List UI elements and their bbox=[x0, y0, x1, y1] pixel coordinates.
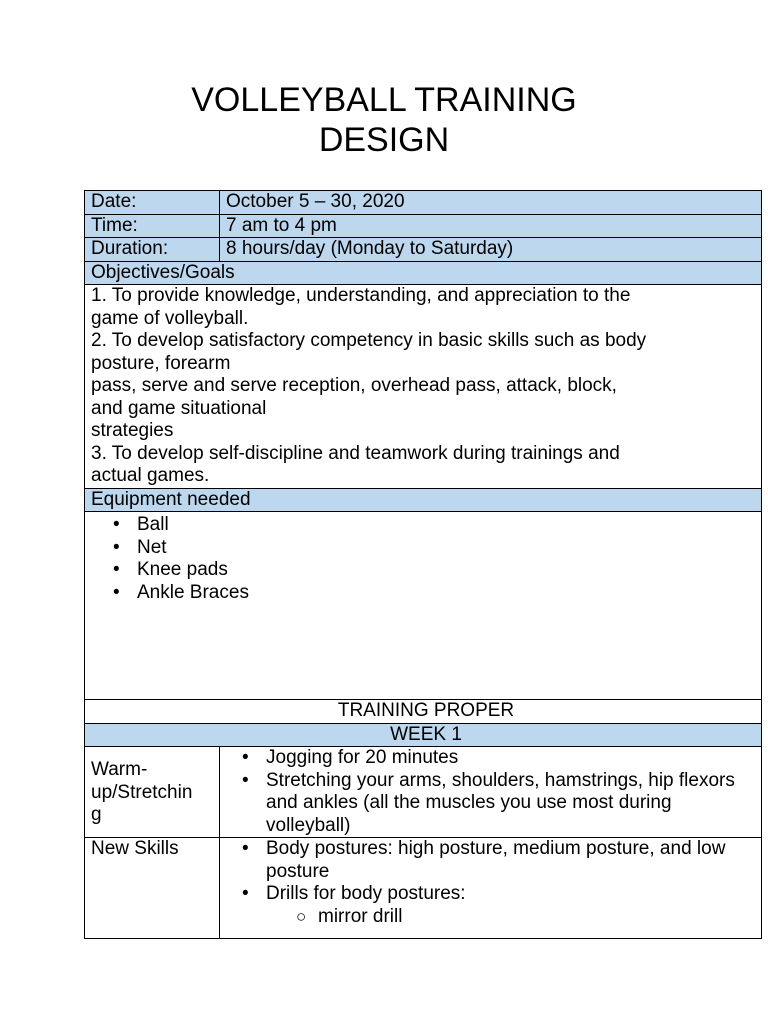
objective-line: 3. To develop self-discipline and teamwork during trainings and bbox=[91, 442, 620, 464]
title-line-2: DESIGN bbox=[318, 121, 450, 159]
date-row bbox=[85, 191, 762, 215]
equipment-heading: Equipment needed bbox=[85, 488, 762, 512]
objective-line: game of volleyball. bbox=[91, 307, 249, 329]
equipment-item: • Ball bbox=[137, 514, 761, 537]
warmup-item: • Stretching your arms, shoulders, hamstrings, hip flexors and ankles (all the muscles you use most during volleyball) bbox=[266, 770, 761, 838]
equipment-list-cell bbox=[85, 512, 762, 700]
date-label: Date: bbox=[85, 191, 220, 215]
equipment-heading-row bbox=[85, 488, 762, 512]
time-label: Time: bbox=[85, 214, 220, 238]
warmup-label-text: Warm- up/Stretchin g bbox=[91, 759, 193, 825]
document-title bbox=[0, 80, 768, 160]
duration-row bbox=[85, 238, 762, 262]
training-heading-row bbox=[85, 700, 762, 724]
date-value: October 5 – 30, 2020 bbox=[220, 191, 762, 215]
time-value: 7 am to 4 pm bbox=[220, 214, 762, 238]
new-skills-item bbox=[266, 883, 761, 928]
training-proper-heading: TRAINING PROPER bbox=[85, 700, 762, 724]
title-line-1: VOLLEYBALL TRAINING bbox=[191, 81, 577, 119]
new-skills-item-text: Drills for body postures: bbox=[266, 883, 466, 904]
objectives-row bbox=[85, 285, 762, 489]
new-skills-label: New Skills bbox=[85, 838, 220, 939]
equipment-item: • Knee pads bbox=[137, 559, 761, 582]
equipment-list bbox=[91, 514, 761, 604]
warmup-list bbox=[226, 747, 761, 837]
objectives-text bbox=[85, 285, 762, 489]
equipment-item: • Net bbox=[137, 537, 761, 560]
new-skills-items-cell bbox=[220, 838, 762, 939]
warmup-row bbox=[85, 747, 762, 838]
time-row bbox=[85, 214, 762, 238]
objective-line: 1. To provide knowledge, understanding, and appreciation to the bbox=[91, 285, 631, 306]
week-heading: WEEK 1 bbox=[85, 723, 762, 747]
objective-line: and game situational bbox=[91, 397, 267, 419]
equipment-item: • Ankle Braces bbox=[137, 582, 761, 605]
week-row bbox=[85, 723, 762, 747]
duration-value: 8 hours/day (Monday to Saturday) bbox=[220, 238, 762, 262]
duration-label: Duration: bbox=[85, 238, 220, 262]
warmup-label bbox=[85, 747, 220, 838]
equipment-row bbox=[85, 512, 762, 700]
warmup-item: • Jogging for 20 minutes bbox=[266, 747, 761, 770]
objective-line: pass, serve and serve reception, overhead pass, attack, block, bbox=[91, 375, 617, 396]
new-skills-list bbox=[226, 838, 761, 928]
objective-line: strategies bbox=[91, 420, 174, 441]
objective-line: posture, forearm bbox=[91, 352, 231, 374]
objective-line: 2. To develop satisfactory competency in basic skills such as body bbox=[91, 330, 647, 351]
warmup-items-cell bbox=[220, 747, 762, 838]
training-design-table bbox=[84, 190, 762, 939]
new-skills-row bbox=[85, 838, 762, 939]
objectives-heading: Objectives/Goals bbox=[85, 261, 762, 285]
new-skills-sublist bbox=[266, 906, 761, 929]
objective-line: actual games. bbox=[91, 465, 210, 486]
new-skills-subitem: ○ mirror drill bbox=[318, 906, 761, 929]
objectives-heading-row bbox=[85, 261, 762, 285]
new-skills-item: • Body postures: high posture, medium posture, and low posture bbox=[266, 838, 761, 883]
